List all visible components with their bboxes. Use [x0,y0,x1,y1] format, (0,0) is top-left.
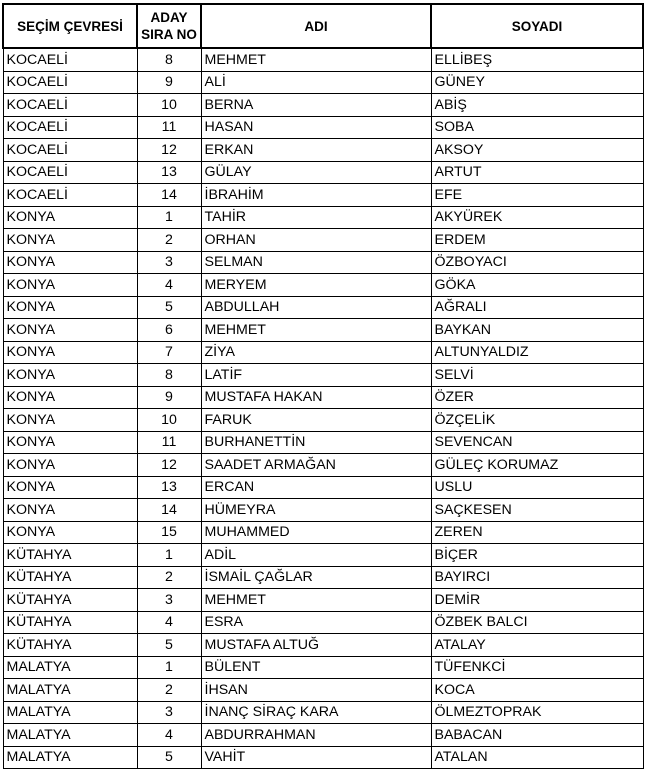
cell-last-name: ALTUNYALDIZ [431,341,643,364]
cell-first-name: ERKAN [201,139,431,162]
table-row [3,386,643,409]
cell-rank: 2 [137,679,201,702]
cell-rank: 1 [137,656,201,679]
cell-rank: 12 [137,454,201,477]
cell-district: KONYA [3,364,137,387]
cell-last-name: ZEREN [431,521,643,544]
cell-district: MALATYA [3,724,137,747]
cell-district: KONYA [3,319,137,342]
cell-rank: 6 [137,319,201,342]
table-row [3,589,643,612]
cell-last-name: BABACAN [431,724,643,747]
table-row [3,454,643,477]
cell-first-name: ABDURRAHMAN [201,724,431,747]
cell-rank: 3 [137,701,201,724]
cell-district: KOCAELİ [3,184,137,207]
table-row [3,521,643,544]
cell-first-name: TAHİR [201,206,431,229]
cell-first-name: ZİYA [201,341,431,364]
cell-rank: 2 [137,566,201,589]
cell-district: KÜTAHYA [3,544,137,567]
cell-district: MALATYA [3,701,137,724]
cell-district: KÜTAHYA [3,611,137,634]
table-row [3,364,643,387]
cell-district: KÜTAHYA [3,566,137,589]
candidate-table [2,3,644,769]
table-row [3,409,643,432]
cell-rank: 15 [137,521,201,544]
table-header [3,4,643,48]
table-row [3,566,643,589]
cell-rank: 10 [137,409,201,432]
table-row [3,94,643,117]
cell-district: KONYA [3,251,137,274]
header-last-name: SOYADI [431,4,643,48]
cell-rank: 13 [137,161,201,184]
cell-district: KONYA [3,206,137,229]
cell-district: KONYA [3,521,137,544]
table-row [3,296,643,319]
cell-rank: 2 [137,229,201,252]
table-row [3,611,643,634]
table-row [3,476,643,499]
cell-rank: 11 [137,116,201,139]
cell-last-name: ATALAY [431,634,643,657]
cell-last-name: GÜLEÇ KORUMAZ [431,454,643,477]
header-rank [137,4,201,48]
table-row [3,499,643,522]
cell-first-name: MUHAMMED [201,521,431,544]
cell-first-name: İHSAN [201,679,431,702]
table-row [3,679,643,702]
table-row [3,116,643,139]
cell-first-name: BERNA [201,94,431,117]
table-row [3,229,643,252]
cell-district: KONYA [3,499,137,522]
cell-rank: 5 [137,296,201,319]
cell-first-name: ALİ [201,71,431,94]
cell-first-name: İBRAHİM [201,184,431,207]
cell-first-name: HÜMEYRA [201,499,431,522]
cell-district: KONYA [3,386,137,409]
cell-first-name: MERYEM [201,274,431,297]
cell-last-name: ÖZÇELİK [431,409,643,432]
table-row [3,656,643,679]
table-row [3,139,643,162]
table-row [3,206,643,229]
cell-first-name: ABDULLAH [201,296,431,319]
cell-first-name: BURHANETTİN [201,431,431,454]
table-body [3,48,643,769]
table-row [3,544,643,567]
cell-rank: 14 [137,184,201,207]
cell-last-name: BAYIRCI [431,566,643,589]
cell-district: KONYA [3,229,137,252]
cell-last-name: AKSOY [431,139,643,162]
table-row [3,634,643,657]
header-row [3,4,643,48]
cell-first-name: SAADET ARMAĞAN [201,454,431,477]
cell-last-name: ABİŞ [431,94,643,117]
table-row [3,319,643,342]
cell-rank: 5 [137,634,201,657]
cell-first-name: ERCAN [201,476,431,499]
cell-last-name: ATALAN [431,746,643,769]
cell-last-name: AĞRALI [431,296,643,319]
header-district: SEÇİM ÇEVRESİ [3,4,137,48]
cell-rank: 7 [137,341,201,364]
table-row [3,341,643,364]
cell-district: KÜTAHYA [3,589,137,612]
cell-district: KÜTAHYA [3,634,137,657]
cell-rank: 4 [137,724,201,747]
cell-first-name: SELMAN [201,251,431,274]
cell-rank: 9 [137,386,201,409]
cell-district: KOCAELİ [3,161,137,184]
cell-district: KONYA [3,476,137,499]
cell-rank: 1 [137,206,201,229]
cell-rank: 9 [137,71,201,94]
cell-last-name: BİÇER [431,544,643,567]
cell-last-name: KOCA [431,679,643,702]
cell-district: KOCAELİ [3,94,137,117]
table-row [3,274,643,297]
cell-first-name: MEHMET [201,319,431,342]
cell-last-name: ÖZER [431,386,643,409]
cell-district: KOCAELİ [3,139,137,162]
cell-first-name: LATİF [201,364,431,387]
cell-first-name: HASAN [201,116,431,139]
cell-district: KONYA [3,296,137,319]
cell-rank: 12 [137,139,201,162]
cell-last-name: EFE [431,184,643,207]
cell-last-name: USLU [431,476,643,499]
cell-last-name: SOBA [431,116,643,139]
cell-rank: 3 [137,589,201,612]
cell-rank: 4 [137,611,201,634]
table-row [3,251,643,274]
cell-rank: 8 [137,48,201,71]
cell-district: MALATYA [3,679,137,702]
header-first-name: ADI [201,4,431,48]
cell-last-name: SEVENCAN [431,431,643,454]
cell-first-name: İNANÇ SİRAÇ KARA [201,701,431,724]
cell-last-name: ELLİBEŞ [431,48,643,71]
cell-district: KONYA [3,409,137,432]
cell-rank: 14 [137,499,201,522]
cell-last-name: ÖLMEZTOPRAK [431,701,643,724]
table-row [3,746,643,769]
cell-rank: 3 [137,251,201,274]
cell-rank: 8 [137,364,201,387]
table-row [3,724,643,747]
cell-last-name: ARTUT [431,161,643,184]
cell-last-name: BAYKAN [431,319,643,342]
cell-rank: 4 [137,274,201,297]
cell-district: KONYA [3,274,137,297]
cell-last-name: DEMİR [431,589,643,612]
cell-rank: 13 [137,476,201,499]
cell-first-name: İSMAİL ÇAĞLAR [201,566,431,589]
cell-rank: 11 [137,431,201,454]
table-row [3,161,643,184]
cell-first-name: ADİL [201,544,431,567]
cell-last-name: AKYÜREK [431,206,643,229]
cell-rank: 5 [137,746,201,769]
cell-first-name: BÜLENT [201,656,431,679]
table-row [3,71,643,94]
cell-district: KONYA [3,341,137,364]
table-row [3,701,643,724]
table-row [3,184,643,207]
cell-rank: 10 [137,94,201,117]
cell-first-name: ORHAN [201,229,431,252]
cell-last-name: ÖZBEK BALCI [431,611,643,634]
cell-rank: 1 [137,544,201,567]
cell-first-name: VAHİT [201,746,431,769]
cell-district: KONYA [3,431,137,454]
cell-first-name: MUSTAFA ALTUĞ [201,634,431,657]
cell-district: KONYA [3,454,137,477]
cell-first-name: MEHMET [201,48,431,71]
cell-first-name: ESRA [201,611,431,634]
table-row [3,48,643,71]
cell-district: KOCAELİ [3,48,137,71]
cell-district: MALATYA [3,656,137,679]
cell-last-name: TÜFENKCİ [431,656,643,679]
cell-last-name: SELVİ [431,364,643,387]
cell-last-name: ERDEM [431,229,643,252]
table-row [3,431,643,454]
cell-last-name: GÜNEY [431,71,643,94]
cell-first-name: FARUK [201,409,431,432]
cell-last-name: GÖKA [431,274,643,297]
header-rank-line2: SIRA NO [141,27,197,42]
cell-first-name: MEHMET [201,589,431,612]
header-rank-line1: ADAY [150,10,188,25]
cell-district: MALATYA [3,746,137,769]
cell-last-name: ÖZBOYACI [431,251,643,274]
cell-district: KOCAELİ [3,116,137,139]
cell-district: KOCAELİ [3,71,137,94]
cell-first-name: GÜLAY [201,161,431,184]
cell-first-name: MUSTAFA HAKAN [201,386,431,409]
cell-last-name: SAÇKESEN [431,499,643,522]
